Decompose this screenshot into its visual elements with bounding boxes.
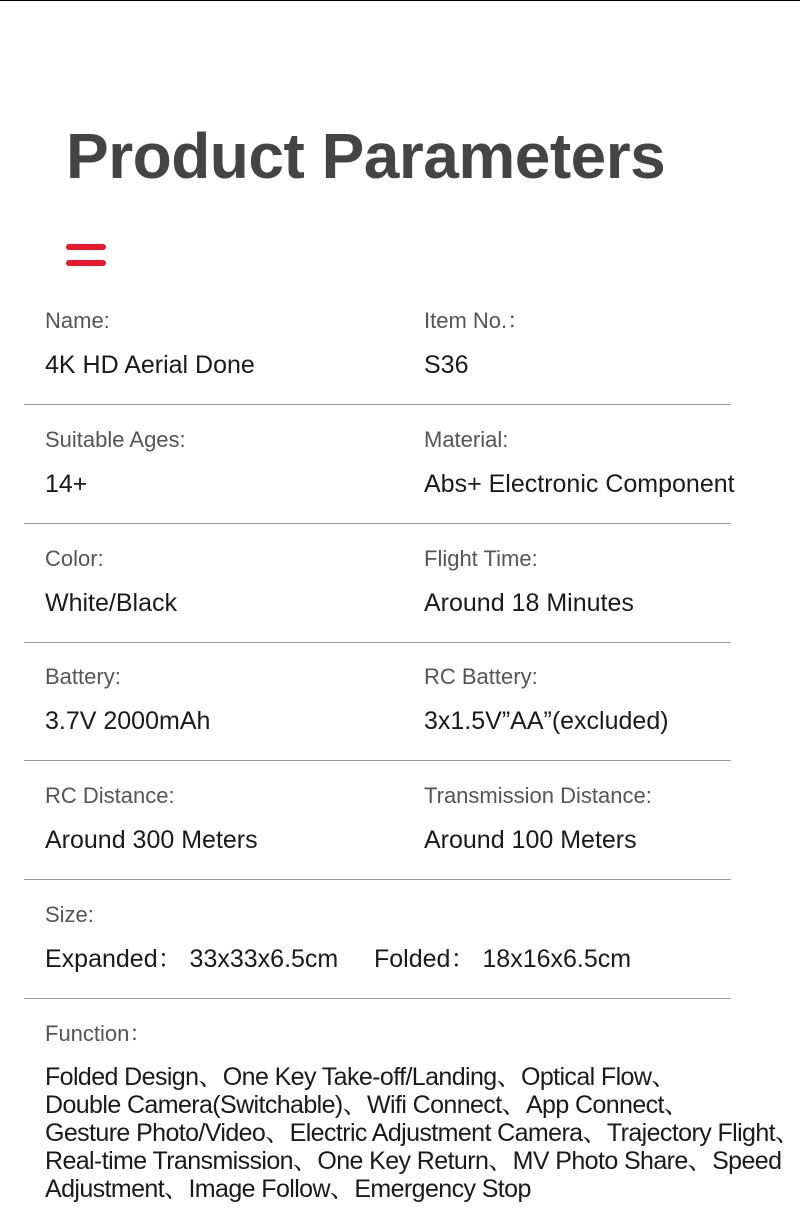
function-line: Gesture Photo/Video、Electric Adjustment Camera、Trajectory Flight、 bbox=[45, 1119, 800, 1147]
row-divider bbox=[24, 998, 731, 999]
row-divider bbox=[24, 760, 731, 761]
param-label-material: Material: bbox=[424, 427, 509, 452]
function-line: Folded Design、One Key Take-off/Landing、Optical Flow、 bbox=[45, 1063, 676, 1091]
title-accent-icon bbox=[66, 244, 106, 268]
param-label-rc-battery: RC Battery: bbox=[424, 664, 538, 689]
top-border-line bbox=[0, 0, 800, 1]
param-value-size-folded: Folded： 18x16x6.5cm bbox=[374, 945, 632, 973]
param-label-color: Color: bbox=[45, 546, 104, 571]
param-label-name: Name: bbox=[45, 308, 110, 333]
page-title: Product Parameters bbox=[66, 120, 666, 192]
function-line: Real-time Transmission、One Key Return、MV Photo Share、Speed bbox=[45, 1147, 782, 1175]
param-value-transmission-distance: Around 100 Meters bbox=[424, 826, 637, 854]
param-value-rc-battery: 3x1.5V”AA”(excluded) bbox=[424, 707, 669, 735]
param-value-battery: 3.7V 2000mAh bbox=[45, 707, 211, 735]
param-label-flight-time: Flight Time: bbox=[424, 546, 538, 571]
function-line: Adjustment、Image Follow、Emergency Stop bbox=[45, 1175, 531, 1203]
row-divider bbox=[24, 642, 731, 643]
param-label-battery: Battery: bbox=[45, 664, 121, 689]
row-divider bbox=[24, 879, 731, 880]
function-line: Double Camera(Switchable)、Wifi Connect、App Connect、 bbox=[45, 1091, 689, 1119]
param-value-name: 4K HD Aerial Done bbox=[45, 351, 255, 379]
param-label-size: Size: bbox=[45, 902, 94, 927]
param-value-material: Abs+ Electronic Component bbox=[424, 470, 735, 498]
function-list bbox=[45, 1063, 800, 1203]
param-value-size-expanded: Expanded： 33x33x6.5cm bbox=[45, 945, 339, 973]
param-value-rc-distance: Around 300 Meters bbox=[45, 826, 258, 854]
param-label-transmission-distance: Transmission Distance: bbox=[424, 783, 652, 808]
param-value-item-no: S36 bbox=[424, 351, 469, 379]
param-value-suitable-ages: 14+ bbox=[45, 470, 88, 498]
accent-bar-top bbox=[66, 244, 106, 250]
param-value-flight-time: Around 18 Minutes bbox=[424, 589, 634, 617]
accent-bar-bottom bbox=[66, 260, 106, 266]
param-value-color: White/Black bbox=[45, 589, 177, 617]
param-label-rc-distance: RC Distance: bbox=[45, 783, 175, 808]
row-divider bbox=[24, 523, 731, 524]
param-label-suitable-ages: Suitable Ages: bbox=[45, 427, 186, 452]
row-divider bbox=[24, 404, 731, 405]
param-label-item-no: Item No.： bbox=[424, 308, 530, 333]
param-label-function: Function： bbox=[45, 1021, 152, 1046]
